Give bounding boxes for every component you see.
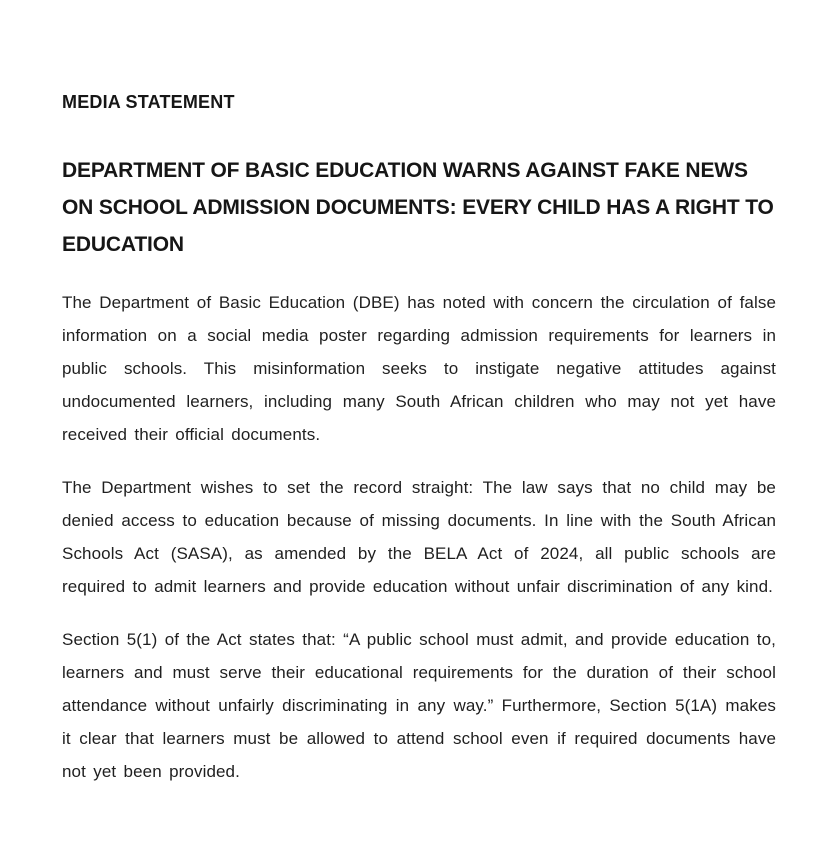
paragraph-1: The Department of Basic Education (DBE) has noted with concern the circulation of false information on a social media poster regarding admission requirements for learners in public schools. This misinformation seeks to instigate negative attitudes against undocumented learners, including many South African children who may not yet have received their official documents. (62, 293, 776, 444)
paragraph-2: The Department wishes to set the record straight: The law says that no child may be denied access to education because of missing documents. In line with the South African Schools Act (SASA), as amended by the BELA Act of 2024, all public schools are required to admit learners and provide education without unfair discrimination of any kind. (62, 478, 776, 596)
document-title: DEPARTMENT OF BASIC EDUCATION WARNS AGAINST FAKE NEWS ON SCHOOL ADMISSION DOCUMENTS: EVERY CHILD HAS A RIGHT TO EDUCATION (62, 159, 774, 256)
media-statement-kicker: MEDIA STATEMENT (62, 92, 235, 112)
paragraph-3: Section 5(1) of the Act states that: “A public school must admit, and provide education to, learners and must serve their educational requirements for the duration of their school attendance without unfairly discriminating in any way.” Furthermore, Section 5(1A) makes it clear that learners must be allowed to attend school even if required documents have not yet been provided. (62, 630, 776, 781)
